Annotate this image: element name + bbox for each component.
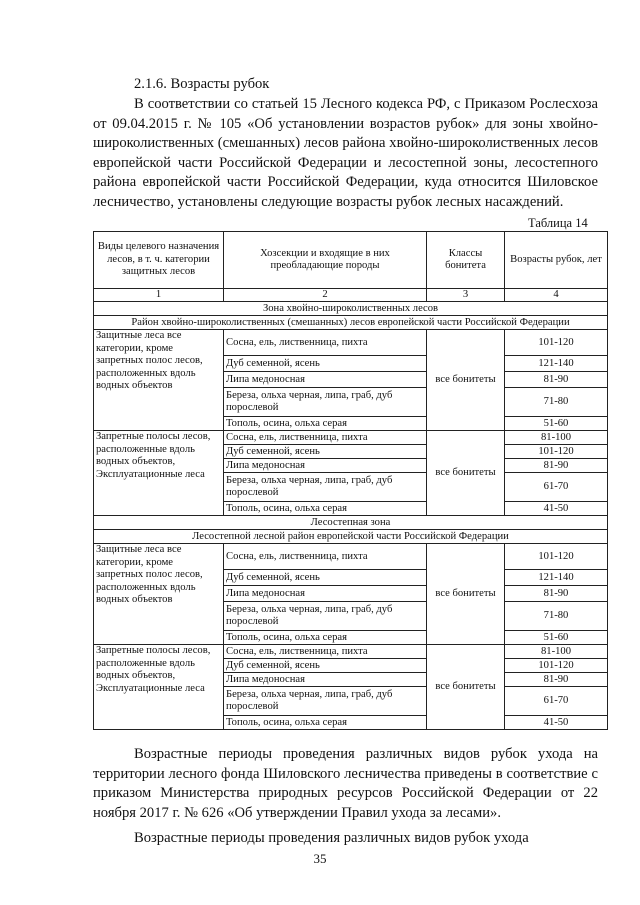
forest-type-cell: Защитные леса все категории, кроме запретных полос лесов, расположенных вдоль водных объектов (94, 330, 224, 431)
forest-type-cell: Защитные леса все категории, кроме запретных полос лесов, расположенных вдоль водных объектов (94, 544, 224, 645)
bonitet-cell: все бонитеты (427, 431, 505, 516)
age-cell: 41-50 (505, 716, 608, 730)
species-cell: Сосна, ель, лиственница, пихта (224, 645, 427, 659)
table-caption: Таблица 14 (528, 216, 588, 230)
age-cell: 81-90 (505, 673, 608, 687)
age-cell: 121-140 (505, 570, 608, 586)
zone-title: Лесостепная зона (94, 516, 608, 530)
species-cell: Дуб семенной, ясень (224, 570, 427, 586)
paragraph-continuation: Возрастные периоды проведения различных видов рубок ухода (134, 830, 529, 846)
age-cell: 51-60 (505, 417, 608, 431)
age-cell: 121-140 (505, 356, 608, 372)
species-cell: Сосна, ель, лиственница, пихта (224, 544, 427, 570)
forest-type-cell: Запретные полосы лесов, расположенные вдоль водных объектов, Эксплуатационные леса (94, 431, 224, 516)
paragraph-thinning-periods: Возрастные периоды проведения различных видов рубок ухода на территории лесного фонда Шиловского лесничества приведены в соответствие с приказом Министерства природных ресурсов Российской Федерации от 22 ноября 2017 г. № 626 «Об утверждении Правил ухода за лесами». (93, 746, 598, 821)
age-cell: 101-120 (505, 659, 608, 673)
age-cell: 101-120 (505, 544, 608, 570)
species-cell: Липа медоносная (224, 459, 427, 473)
column-header-cutting-age: Возрасты рубок, лет (505, 232, 608, 289)
bonitet-cell: все бонитеты (427, 645, 505, 730)
column-header-bonitet: Классы бонитета (427, 232, 505, 289)
species-cell: Тополь, осина, ольха серая (224, 417, 427, 431)
column-number: 1 (94, 289, 224, 302)
species-cell: Сосна, ель, лиственница, пихта (224, 431, 427, 445)
column-header-forest-type: Виды целевого назначения лесов, в т. ч. категории защитных лесов (94, 232, 224, 289)
age-cell: 71-80 (505, 602, 608, 631)
species-cell: Тополь, осина, ольха серая (224, 502, 427, 516)
species-cell: Береза, ольха черная, липа, граб, дуб порослевой (224, 388, 427, 417)
section-heading: 2.1.6. Возрасты рубок (134, 76, 270, 92)
age-cell: 101-120 (505, 330, 608, 356)
age-cell: 41-50 (505, 502, 608, 516)
species-cell: Дуб семенной, ясень (224, 445, 427, 459)
bonitet-cell: все бонитеты (427, 544, 505, 645)
cutting-age-table (93, 231, 608, 730)
species-cell: Липа медоносная (224, 372, 427, 388)
species-cell: Липа медоносная (224, 586, 427, 602)
species-cell: Тополь, осина, ольха серая (224, 631, 427, 645)
forest-type-cell: Запретные полосы лесов, расположенные вдоль водных объектов, Эксплуатационные леса (94, 645, 224, 730)
age-cell: 71-80 (505, 388, 608, 417)
species-cell: Дуб семенной, ясень (224, 356, 427, 372)
age-cell: 51-60 (505, 631, 608, 645)
zone-title: Зона хвойно-широколиственных лесов (94, 302, 608, 316)
age-cell: 81-100 (505, 431, 608, 445)
age-cell: 81-90 (505, 586, 608, 602)
column-number: 3 (427, 289, 505, 302)
age-cell: 61-70 (505, 687, 608, 716)
species-cell: Тополь, осина, ольха серая (224, 716, 427, 730)
column-number: 2 (224, 289, 427, 302)
age-cell: 81-90 (505, 372, 608, 388)
species-cell: Береза, ольха черная, липа, граб, дуб порослевой (224, 602, 427, 631)
age-cell: 61-70 (505, 473, 608, 502)
species-cell: Береза, ольха черная, липа, граб, дуб порослевой (224, 687, 427, 716)
intro-paragraph: В соответствии со статьей 15 Лесного кодекса РФ, с Приказом Рослесхоза от 09.04.2015 г. № 105 «Об установлении возрастов рубок» для зоны хвойно-широколиственных (смешанных) лесов района хвойно-широколиственных лесов европейской части Российской Федерации и лесостепной зоны, лесостепного района европейской части Российской Федерации, куда относится Шиловское лесничество, установлены следующие возрасты рубок лесных насаждений. (93, 96, 598, 210)
age-cell: 81-100 (505, 645, 608, 659)
species-cell: Береза, ольха черная, липа, граб, дуб порослевой (224, 473, 427, 502)
column-header-species: Хозсекции и входящие в них преобладающие породы (224, 232, 427, 289)
age-cell: 81-90 (505, 459, 608, 473)
region-title: Район хвойно-широколиственных (смешанных) лесов европейской части Российской Федерации (94, 316, 608, 330)
age-cell: 101-120 (505, 445, 608, 459)
column-number: 4 (505, 289, 608, 302)
region-title: Лесостепной лесной район европейской части Российской Федерации (94, 530, 608, 544)
species-cell: Липа медоносная (224, 673, 427, 687)
bonitet-cell: все бонитеты (427, 330, 505, 431)
species-cell: Дуб семенной, ясень (224, 659, 427, 673)
species-cell: Сосна, ель, лиственница, пихта (224, 330, 427, 356)
page-number: 35 (313, 851, 327, 866)
